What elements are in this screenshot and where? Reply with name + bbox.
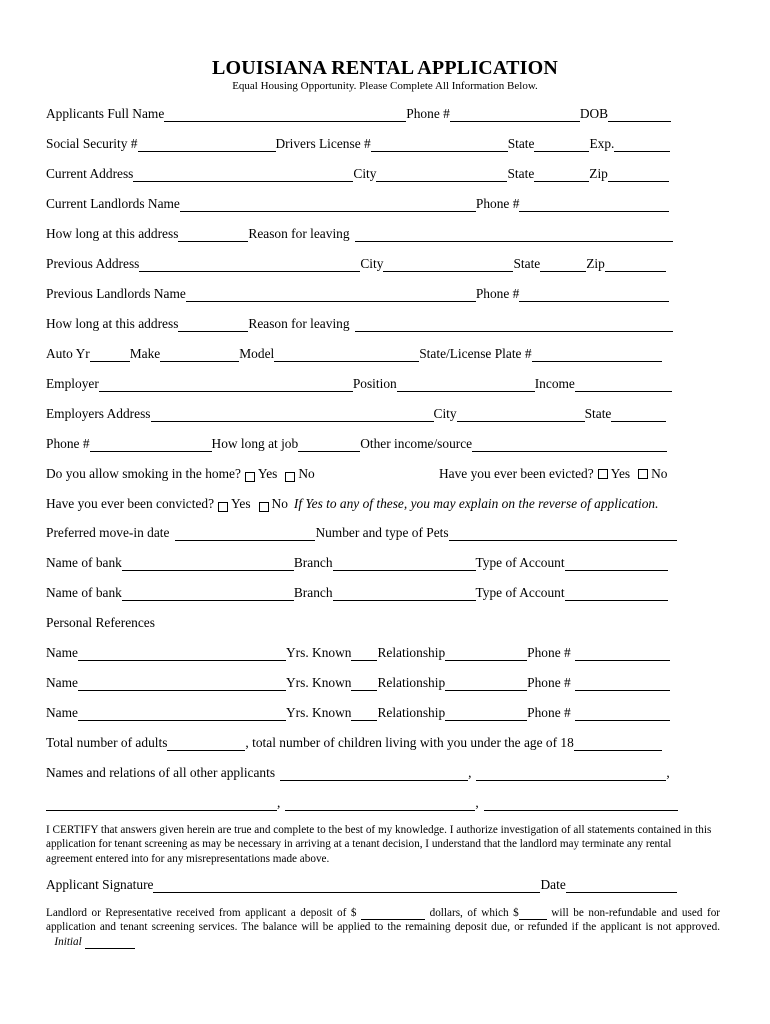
children-label: , total number of children living with you under the age of 18 [245,735,574,750]
bank-label: Name of bank [46,555,122,570]
date-label: Date [540,877,566,892]
ssn-field[interactable] [138,139,276,152]
comma-separator: , [666,765,670,780]
make-label: Make [129,346,161,361]
yes-label: Yes [257,466,278,481]
ref-1-yrs-field[interactable] [351,648,377,661]
exp-label: Exp. [589,136,615,151]
how-long-job-label: How long at job [211,436,299,451]
signature-date-field[interactable] [566,880,677,893]
ref-name-label: Name [46,705,78,720]
personal-references-label: Personal References [46,615,155,630]
plate-label: State/License Plate # [419,346,532,361]
state-label: State [513,256,541,271]
phone-label: Phone # [406,106,450,121]
zip-label: Zip [586,256,605,271]
position-field[interactable] [397,379,535,392]
phone-label: Phone # [475,196,520,211]
non-refundable-amount-field[interactable] [519,909,547,920]
row-ssn [46,136,670,154]
applicant-phone-field[interactable] [450,109,580,122]
how-long-label: How long at this address [46,226,179,241]
how-long-label: How long at this address [46,316,179,331]
row-move-in [46,525,677,543]
dob-label: DOB [579,106,609,121]
convicted-question: Have you ever been convicted? [46,496,215,511]
ref-1-name-field[interactable] [78,648,286,661]
ref-1-phone-field[interactable] [575,648,670,661]
yrs-known-label: Yrs. Known [285,645,352,660]
row-current-landlord [46,196,669,214]
applicant-signature-label: Applicant Signature [46,877,154,892]
city-label: City [353,166,377,181]
reason-leaving-current-field[interactable] [355,229,673,242]
phone-label: Phone # [527,645,571,660]
row-convicted [46,496,658,514]
move-in-label: Preferred move-in date [46,525,170,540]
row-reference-2 [46,675,670,693]
row-how-long-previous [46,316,673,334]
current-address-field[interactable] [133,169,353,182]
ref-2-relationship-field[interactable] [445,678,527,691]
previous-zip-field[interactable] [605,259,666,272]
no-label: No [271,496,288,511]
personal-references-heading [46,615,155,633]
applicant-signature-field[interactable] [153,880,540,893]
deposit-paragraph [46,906,720,949]
zip-label: Zip [589,166,608,181]
row-occupants [46,735,662,753]
relationship-label: Relationship [377,675,446,690]
row-previous-address [46,256,666,274]
evicted-yes-checkbox[interactable] [598,469,608,479]
total-adults-label: Total number of adults [46,735,168,750]
total-adults-field[interactable] [167,738,245,751]
state-label: State [507,136,535,151]
other-income-label: Other income/source [360,436,473,451]
reason-leaving-label: Reason for leaving [248,316,350,331]
phone-label: Phone # [527,675,571,690]
ref-3-name-field[interactable] [78,708,286,721]
ref-name-label: Name [46,675,78,690]
row-reference-1 [46,645,670,663]
move-in-field[interactable] [175,528,315,541]
state-label: State [507,166,535,181]
relationship-label: Relationship [377,645,446,660]
auto-yr-field[interactable] [90,349,130,362]
ref-3-yrs-field[interactable] [351,708,377,721]
phone-label: Phone # [527,705,571,720]
row-applicant [46,106,671,124]
city-label: City [433,406,457,421]
employers-address-label: Employers Address [46,406,151,421]
relationship-label: Relationship [377,705,446,720]
employers-address-field[interactable] [151,409,434,422]
deposit-text-2: dollars, of which $ [429,907,519,919]
dob-field[interactable] [608,109,671,122]
employer-field[interactable] [99,379,353,392]
row-other-applicants [46,765,670,783]
no-label: No [298,466,315,481]
other-applicant-4-field[interactable] [285,798,475,811]
license-plate-field[interactable] [532,349,662,362]
row-employer-address [46,406,666,424]
yrs-known-label: Yrs. Known [285,705,352,720]
smoking-yes-checkbox[interactable] [245,472,255,482]
evicted-group [439,466,668,482]
branch-label: Branch [293,555,333,570]
auto-make-field[interactable] [160,349,239,362]
ref-2-name-field[interactable] [78,678,286,691]
phone-label: Phone # [475,286,520,301]
row-smoking-evicted [46,466,720,484]
branch-label: Branch [293,585,333,600]
deposit-amount-field[interactable] [361,909,425,920]
row-reference-3 [46,705,670,723]
initial-field[interactable] [85,938,135,949]
yes-label: Yes [231,496,251,511]
account-type-label: Type of Account [475,585,565,600]
deposit-text-1: Landlord or Representative received from applicant a deposit of $ [46,907,357,919]
applicant-name-label: Applicants Full Name [46,106,165,121]
deposit-text-3: will be non-refundable and used for application and tenant screening services. The balance will be applied to the remaining deposit due, or refunded if the applicant is not approved. [46,907,721,934]
no-label: No [651,466,668,481]
form-subtitle: Equal Housing Opportunity. Please Complete All Information Below. [232,80,538,92]
ref-2-phone-field[interactable] [575,678,670,691]
ref-1-relationship-field[interactable] [445,648,527,661]
if-yes-note: If Yes to any of these, you may explain on the reverse of application. [293,496,659,511]
row-signature [46,877,677,895]
ref-2-yrs-field[interactable] [351,678,377,691]
convicted-no-checkbox[interactable] [259,502,269,512]
row-bank-1 [46,555,668,573]
current-address-label: Current Address [46,166,134,181]
previous-landlord-label: Previous Landlords Name [46,286,186,301]
account-type-label: Type of Account [475,555,565,570]
reason-leaving-label: Reason for leaving [248,226,350,241]
how-long-current-field[interactable] [178,229,248,242]
auto-model-field[interactable] [274,349,419,362]
yes-label: Yes [610,466,631,481]
previous-state-field[interactable] [540,259,586,272]
row-other-applicants-2 [46,795,678,813]
phone-label: Phone # [46,436,90,451]
previous-address-field[interactable] [139,259,360,272]
bank-1-name-field[interactable] [122,558,294,571]
comma-separator: , [475,795,479,810]
drivers-license-field[interactable] [371,139,508,152]
row-previous-landlord [46,286,669,304]
previous-landlord-phone-field[interactable] [519,289,669,302]
current-zip-field[interactable] [608,169,669,182]
current-state-field[interactable] [534,169,589,182]
pets-field[interactable] [449,528,677,541]
employer-label: Employer [46,376,99,391]
smoking-no-checkbox[interactable] [285,472,295,482]
current-landlord-field[interactable] [180,199,476,212]
form-title: LOUISIANA RENTAL APPLICATION [211,57,559,79]
bank-1-branch-field[interactable] [333,558,476,571]
drivers-license-label: Drivers License # [275,136,371,151]
evicted-question: Have you ever been evicted? [439,466,594,481]
employer-phone-field[interactable] [90,439,212,452]
model-label: Model [239,346,275,361]
row-employer [46,376,672,394]
current-city-field[interactable] [376,169,507,182]
row-current-address [46,166,669,184]
income-field[interactable] [575,379,672,392]
yrs-known-label: Yrs. Known [285,675,352,690]
comma-separator: , [277,795,281,810]
comma-separator: , [468,765,472,780]
city-label: City [360,256,384,271]
ref-3-phone-field[interactable] [575,708,670,721]
how-long-job-field[interactable] [298,439,360,452]
certify-paragraph: I CERTIFY that answers given herein are true and complete to the best of my knowledge. I authorize investigation of all statements contained in this application for tenant screening as may be necessary in arriving at a tenant decision, I understand that the landlord may terminate any rental agreement entered into for any misrepresentations made above. [46,824,712,865]
row-bank-2 [46,585,668,603]
reason-leaving-previous-field[interactable] [355,319,673,332]
row-how-long-current [46,226,673,244]
bank-2-account-field[interactable] [565,588,668,601]
dl-state-field[interactable] [534,139,589,152]
position-label: Position [352,376,397,391]
bank-1-account-field[interactable] [565,558,668,571]
dl-exp-field[interactable] [614,139,670,152]
row-job-phone [46,436,667,454]
ref-name-label: Name [46,645,78,660]
smoking-question: Do you allow smoking in the home? [46,466,241,481]
previous-landlord-field[interactable] [186,289,476,302]
convicted-yes-checkbox[interactable] [218,502,228,512]
applicant-name-field[interactable] [164,109,406,122]
total-children-field[interactable] [574,738,662,751]
other-applicants-label: Names and relations of all other applicants [46,765,276,780]
current-landlord-phone-field[interactable] [519,199,669,212]
previous-city-field[interactable] [383,259,513,272]
initial-label: Initial [54,935,82,948]
other-income-field[interactable] [472,439,667,452]
pets-label: Number and type of Pets [315,525,449,540]
income-label: Income [534,376,575,391]
how-long-previous-field[interactable] [178,319,248,332]
employer-state-field[interactable] [611,409,666,422]
bank-label: Name of bank [46,585,122,600]
other-applicant-1-field[interactable] [280,768,468,781]
previous-address-label: Previous Address [46,256,140,271]
bank-2-name-field[interactable] [122,588,294,601]
other-applicant-3-field[interactable] [46,798,277,811]
employer-city-field[interactable] [457,409,585,422]
bank-2-branch-field[interactable] [333,588,476,601]
current-landlord-label: Current Landlords Name [46,196,180,211]
evicted-no-checkbox[interactable] [638,469,648,479]
auto-yr-label: Auto Yr [46,346,90,361]
ref-3-relationship-field[interactable] [445,708,527,721]
row-auto [46,346,662,364]
other-applicant-5-field[interactable] [484,798,678,811]
ssn-label: Social Security # [46,136,138,151]
other-applicant-2-field[interactable] [476,768,666,781]
state-label: State [584,406,612,421]
